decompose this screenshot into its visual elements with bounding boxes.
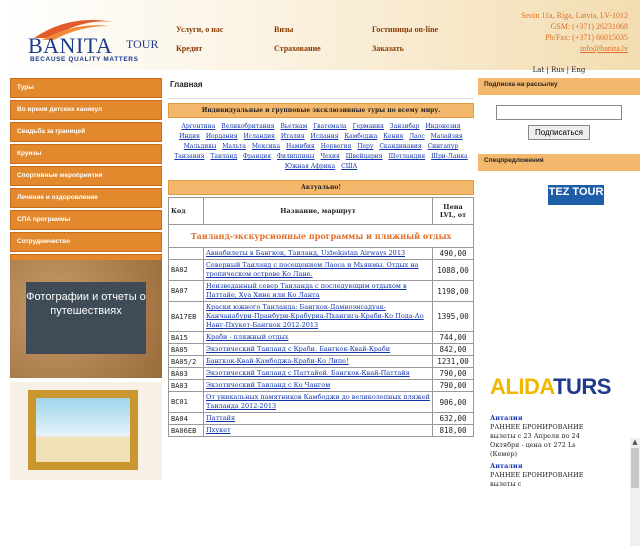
country-link[interactable]: Танзания — [174, 153, 205, 160]
fax-phone: Ph/Fax: (+371) 66015035 — [545, 33, 628, 42]
country-link[interactable]: Индонезия — [425, 123, 461, 130]
tour-price: 744,00 — [433, 332, 474, 344]
photo-reports-banner[interactable] — [10, 260, 162, 378]
tour-link[interactable]: Бангкок-Квай-Камбоджа-Краби-Ко Липе! — [206, 357, 349, 365]
alida-turs-logo[interactable] — [490, 374, 611, 400]
country-link[interactable]: Иордания — [205, 133, 238, 140]
tour-price: 842,00 — [433, 344, 474, 356]
section-thailand: Таиланд-экскурсионные программы и пляжный отдых — [169, 225, 474, 248]
sidebar-item-spa[interactable]: СПА программы — [10, 210, 162, 230]
main-content — [168, 76, 474, 480]
tour-code: BA05/2 — [169, 356, 204, 368]
page-title: Главная — [168, 76, 474, 99]
country-links — [168, 118, 474, 176]
page-header — [0, 0, 640, 70]
table-row — [169, 356, 474, 368]
news-text-2: РАННЕЕ БРОНИРОВАНИЕ вылеты с — [490, 471, 584, 488]
beach-picture-frame — [10, 382, 162, 480]
tour-name-cell — [204, 302, 433, 332]
tour-name-cell — [204, 281, 433, 302]
table-row — [169, 344, 474, 356]
tour-code: BA15 — [169, 332, 204, 344]
tour-price: 1088,00 — [433, 260, 474, 281]
tour-price: 790,00 — [433, 380, 474, 392]
tour-price: 906,00 — [433, 392, 474, 413]
sidebar-item-kids-holidays[interactable]: Во время детских каникул — [10, 100, 162, 120]
tour-name-cell — [204, 344, 433, 356]
subtitle-bar: Индивидуальные и групповые эксклюзивные туры по всему миру. — [168, 103, 474, 118]
tour-price: 790,00 — [433, 368, 474, 380]
logo-text: BANITA — [28, 33, 113, 58]
logo-tagline: BECAUSE QUALITY MATTERS — [30, 56, 139, 63]
tour-code: BA02 — [169, 260, 204, 281]
country-link[interactable]: Аргентина — [181, 123, 216, 130]
country-link[interactable]: Мальта — [222, 143, 246, 150]
tours-table — [168, 197, 474, 437]
nav-insurance[interactable]: Страхование — [274, 44, 321, 53]
tour-link[interactable]: Пхукет — [206, 426, 231, 434]
country-link[interactable]: Филиппины — [276, 153, 315, 160]
country-link[interactable]: Кения — [383, 133, 404, 140]
country-link[interactable]: Таиланд — [210, 153, 238, 160]
address: Seoin 11a, Riga, Latvia, LV-1012 — [521, 11, 628, 20]
tour-price: 1231,00 — [433, 356, 474, 368]
tour-link[interactable]: Авиабилеты в Бангкок, Таиланд, Uzbekistan Airways 2013 — [206, 249, 406, 257]
table-row — [169, 380, 474, 392]
tour-link[interactable]: Паттайя — [206, 414, 236, 422]
country-link[interactable]: Великобритания — [221, 123, 275, 130]
tour-name-cell — [204, 392, 433, 413]
tour-name-cell — [204, 248, 433, 260]
table-row — [169, 392, 474, 413]
table-row — [169, 425, 474, 437]
nav-visas[interactable]: Визы — [274, 25, 294, 34]
sidebar-item-cruises[interactable]: Круизы — [10, 144, 162, 164]
country-link[interactable]: Южная Африка — [284, 163, 336, 170]
tour-price: 632,00 — [433, 413, 474, 425]
tour-link[interactable]: Краски южного Таиланда: Бангкок-Дамноэнсадуак-Канчанабури-Пранбури-Крабуриа-Пхангнга-Краби-Ко Пода-Ао Нанг-Пхукет-Бангкок 2012-2013 — [206, 303, 424, 329]
scroll-up-icon[interactable]: ▲ — [632, 438, 638, 446]
table-row — [169, 332, 474, 344]
country-link[interactable]: Мексика — [251, 143, 281, 150]
tour-link[interactable]: От уникальных памятников Камбоджи до великолепных пляжей Таиланда 2012-2013 — [206, 393, 431, 410]
header-price: Цена LVL, от — [433, 198, 474, 225]
alida-logo-part: ALIDA — [490, 374, 554, 399]
country-link[interactable]: Испания — [310, 133, 339, 140]
tour-name-cell — [204, 413, 433, 425]
country-link[interactable]: США — [341, 163, 358, 170]
header-name: Название, маршрут — [204, 198, 433, 225]
news-title-2[interactable]: Анталия — [490, 462, 523, 470]
country-link[interactable]: Германия — [352, 123, 384, 130]
contact-info — [521, 10, 628, 54]
country-link[interactable]: Скандинавия — [379, 143, 422, 150]
country-link[interactable]: Франция — [243, 153, 272, 160]
sidebar-item-cooperation[interactable]: Сотрудничество — [10, 232, 162, 252]
nav-credit[interactable]: Кредит — [176, 44, 203, 53]
country-link[interactable]: Чехия — [320, 153, 340, 160]
tour-name-cell — [204, 368, 433, 380]
country-link[interactable]: Занзибар — [389, 123, 420, 130]
country-link[interactable]: Мальдивы — [183, 143, 217, 150]
news-scrollbar[interactable] — [630, 438, 640, 546]
tour-price: 818,00 — [433, 425, 474, 437]
tour-code: BC01 — [169, 392, 204, 413]
country-link[interactable]: Вьетнам — [280, 123, 308, 130]
turs-logo-part: TURS — [553, 374, 611, 399]
country-link[interactable]: Перу — [357, 143, 374, 150]
news-text: РАННЕЕ БРОНИРОВАНИЕ вылеты с 23 Апреля по 24 Октября - цена от 272 Ls (Кемер) — [490, 423, 584, 458]
country-link[interactable]: Исландия — [243, 133, 275, 140]
table-row — [169, 260, 474, 281]
country-link[interactable]: Малайзия — [430, 133, 463, 140]
country-link[interactable]: Лаос — [409, 133, 425, 140]
tour-code — [169, 248, 204, 260]
nav-hotels[interactable]: Гостиницы on-line — [372, 25, 439, 34]
tour-link[interactable]: Экзотический Таиланд с Паттайей. Бангкок-Квай-Паттайя — [206, 369, 410, 377]
sidebar-item-tours[interactable]: Туры — [10, 78, 162, 98]
logo-tour-text: TOUR — [126, 37, 159, 51]
country-link[interactable]: Камбоджа — [344, 133, 378, 140]
header-code: Код — [169, 198, 204, 225]
tour-code: BA03 — [169, 380, 204, 392]
tour-link[interactable]: Неизведанный север Таиланда с последующим отдыхом в Паттайе, Хуа Хине или Ко Ланта — [206, 282, 407, 299]
country-link[interactable]: Швейцария — [345, 153, 383, 160]
tour-price: 1395,00 — [433, 302, 474, 332]
subscribe-button[interactable]: Подписаться — [528, 125, 590, 140]
country-link[interactable]: Гватемала — [313, 123, 347, 130]
tour-name-cell — [204, 260, 433, 281]
table-row — [169, 248, 474, 260]
nav-order[interactable]: Заказать — [372, 44, 404, 53]
partners-title: Спецпредложения — [478, 154, 640, 171]
subscribe-email-input[interactable] — [496, 105, 622, 120]
news-block — [490, 414, 600, 489]
country-link[interactable]: Намибия — [285, 143, 315, 150]
photo-reports-text: Фотографии и отчеты о путешествиях — [26, 282, 146, 354]
tour-link[interactable]: Северный Таиланд с посещением Лаоса и Мьянмы. Отдых на тропическом острове Ко Лане. — [206, 261, 419, 278]
actual-bar: Актуально! — [168, 180, 474, 195]
tour-price: 1198,00 — [433, 281, 474, 302]
news-title[interactable]: Анталия — [490, 414, 523, 422]
table-row — [169, 281, 474, 302]
table-row — [169, 368, 474, 380]
sidebar-item-sport-events[interactable]: Спортивные мероприятия — [10, 166, 162, 186]
tour-code: BA07 — [169, 281, 204, 302]
scroll-thumb[interactable] — [631, 448, 639, 488]
tour-code: BA17EB — [169, 302, 204, 332]
tour-name-cell — [204, 332, 433, 344]
tour-name-cell — [204, 380, 433, 392]
email-link[interactable]: info@banita.lv — [579, 44, 628, 53]
country-link[interactable]: Сингапур — [427, 143, 459, 150]
tour-link[interactable]: Краби - пляжный отдых — [206, 333, 289, 341]
country-link[interactable]: Индия — [179, 133, 200, 140]
tour-price: 490,00 — [433, 248, 474, 260]
country-link[interactable]: Шри-Ланка — [431, 153, 468, 160]
language-switcher[interactable]: Lat | Rus | Eng — [532, 66, 586, 74]
table-row — [169, 413, 474, 425]
tour-name-cell — [204, 425, 433, 437]
sidebar-item-wedding[interactable]: Свадьба за границей — [10, 122, 162, 142]
tour-link[interactable]: Экзотический Таиланд с Краби. Бангкок-Квай-Краби — [206, 345, 391, 353]
country-link[interactable]: Италия — [280, 133, 305, 140]
tour-code: BA04 — [169, 413, 204, 425]
tour-link[interactable]: Экзотический Таиланд с Ко Чангом — [206, 381, 331, 389]
tour-code: BA03 — [169, 368, 204, 380]
country-link[interactable]: Норвегия — [320, 143, 352, 150]
table-row — [169, 302, 474, 332]
sidebar-item-health[interactable]: Лечение и оздоровление — [10, 188, 162, 208]
nav-services[interactable]: Услуги, о нас — [176, 25, 224, 34]
tour-code: BA05 — [169, 344, 204, 356]
beach-photo — [28, 390, 138, 470]
tour-code: BA06EB — [169, 425, 204, 437]
right-sidebar — [478, 66, 640, 488]
tez-tour-logo[interactable]: TEZ TOUR — [548, 185, 604, 205]
country-link[interactable]: Шотландия — [388, 153, 426, 160]
gsm-phone: GSM: (+371) 26231068 — [550, 22, 628, 31]
subscribe-title: Подписка на рассылку — [478, 78, 640, 95]
tour-name-cell — [204, 356, 433, 368]
